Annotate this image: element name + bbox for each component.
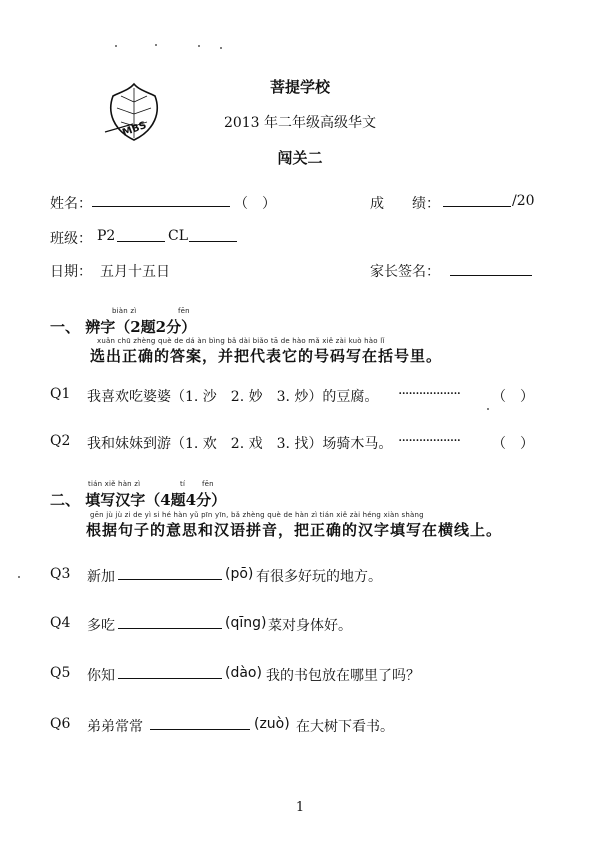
score-field[interactable] <box>443 192 511 207</box>
q4-number: Q4 <box>50 615 71 631</box>
q5-number: Q5 <box>50 665 71 681</box>
section2-instruction-pinyin: gēn jù jù zi de yì si hé hàn yǔ pīn yīn, bǎ zhèng què de hàn zì tián xiě zài héng xiàn shàng <box>90 511 424 519</box>
q3-pinyin: (pō) <box>225 566 254 582</box>
date-label: 日期： <box>50 264 92 280</box>
section2-instruction: 根据句子的意思和汉语拼音，把正确的汉字填写在横线上。 <box>86 521 503 539</box>
scan-speck <box>487 408 489 410</box>
q4-blank[interactable] <box>118 614 222 629</box>
school-name: 菩提学校 <box>269 78 330 96</box>
logo-text: MBS <box>120 120 149 139</box>
scan-speck <box>18 576 20 578</box>
q1-text: 我喜欢吃婆婆（1. 沙 2. 妙 3. 炒）的豆腐。 <box>87 389 379 405</box>
section2-title-pinyin: tián xiě hàn zì <box>88 480 141 488</box>
class-cl: CL <box>168 228 189 244</box>
q6-before: 弟弟常常 <box>87 719 143 735</box>
class-p2: P2 <box>97 228 116 244</box>
section1-instruction: 选出正确的答案，并把代表它的号码写在括号里。 <box>90 347 443 365</box>
class-p2-field[interactable] <box>117 227 165 242</box>
q4-pinyin: (qīng) <box>225 615 267 631</box>
scan-speck <box>220 47 222 49</box>
q2-number: Q2 <box>50 433 71 449</box>
q1-number: Q1 <box>50 386 71 402</box>
name-paren: （ ） <box>234 196 276 212</box>
q2-text: 我和妹妹到游（1. 欢 2. 戏 3. 找）场骑木马。 <box>87 436 393 452</box>
name-label: 姓名： <box>50 196 92 212</box>
q6-blank[interactable] <box>150 715 250 730</box>
q2-leader-dots: ·················· <box>398 433 461 449</box>
q3-before: 新加 <box>87 569 115 585</box>
parent-signature-label: 家长签名： <box>370 264 440 280</box>
q3-number: Q3 <box>50 566 71 582</box>
q5-blank[interactable] <box>118 664 222 679</box>
q6-number: Q6 <box>50 716 71 732</box>
q3-blank[interactable] <box>118 565 222 580</box>
q2-answer-paren[interactable]: （ ） <box>492 436 534 452</box>
date-value: 五月十五日 <box>100 264 170 280</box>
score-total: /20 <box>512 193 535 209</box>
q5-before: 你知 <box>87 668 115 684</box>
q5-pinyin: (dào) <box>225 665 262 681</box>
class-label: 班级： <box>50 231 92 247</box>
class-cl-field[interactable] <box>189 227 237 242</box>
course-title: 2013 年二年级高级华文 <box>223 115 377 131</box>
q1-answer-paren[interactable]: （ ） <box>492 389 534 405</box>
q3-after: 有很多好玩的地方。 <box>256 569 382 585</box>
section1-title-pinyin-fen: fēn <box>178 307 190 315</box>
page-number: 1 <box>295 800 305 815</box>
section2-title-pinyin-ti: tí <box>180 480 186 488</box>
q6-after: 在大树下看书。 <box>296 719 394 735</box>
section1-title-pinyin: biàn zì <box>112 307 137 315</box>
scan-speck <box>115 45 117 47</box>
q5-after: 我的书包放在哪里了吗？ <box>266 668 420 684</box>
q4-after: 菜对身体好。 <box>268 618 352 634</box>
q4-before: 多吃 <box>87 618 115 634</box>
q6-pinyin: (zuò) <box>254 716 290 732</box>
section1-title: 一、 辨字（2题2分） <box>50 318 197 336</box>
section1-instruction-pinyin: xuǎn chū zhèng què de dá àn bìng bǎ dài biǎo tā de hào mǎ xiě zài kuò hào lǐ <box>97 337 385 345</box>
section2-title-pinyin-fen: fēn <box>202 480 214 488</box>
parent-signature-field[interactable] <box>450 261 532 276</box>
score-label: 成 绩： <box>370 196 440 212</box>
section2-title: 二、 填写汉字（4题4分） <box>50 491 227 509</box>
scan-speck <box>198 45 200 47</box>
scan-speck <box>155 44 157 46</box>
q1-leader-dots: ·················· <box>398 386 461 402</box>
test-title: 闯关二 <box>277 149 323 167</box>
name-field[interactable] <box>92 192 230 207</box>
